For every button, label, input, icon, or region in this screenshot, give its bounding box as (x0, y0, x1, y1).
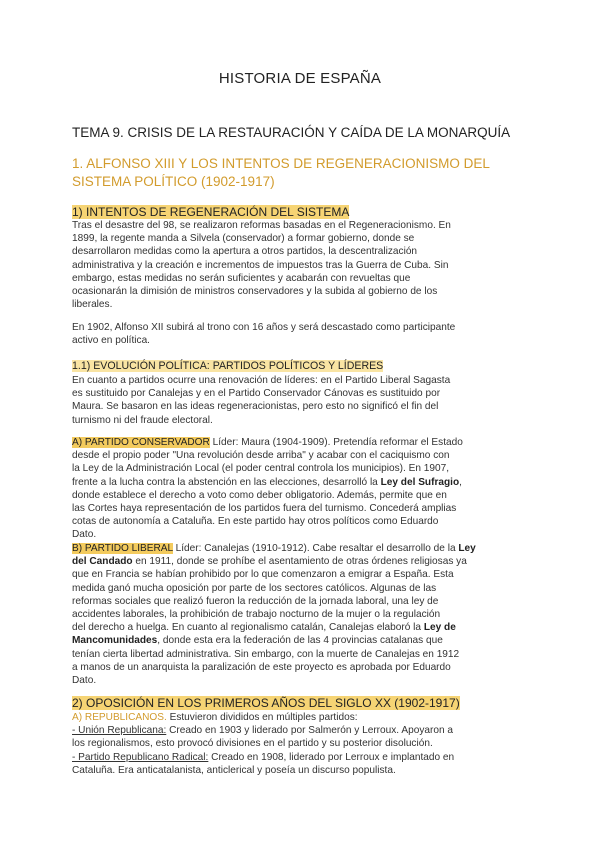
ley-mancomunidades-term: Mancomunidades (72, 635, 158, 647)
paragraph-line: medida ganó mucha oposición por parte de los sectores católicos. Algunas de las (72, 582, 437, 594)
paragraph-text: Líder: Maura (1904-1909). Pretendía reformar el Estado (209, 437, 463, 448)
paragraph-line: 1899, la regente manda a Silvela (conservador) a formar gobierno, donde se (72, 233, 415, 245)
republicanos-label: A) REPUBLICANOS. (72, 712, 167, 723)
paragraph-line: Cataluña. Era anticatalanista, anticlerical y poseía un discurso populista. (72, 764, 396, 776)
paragraph-line: las Cortes haya representación de los partidos fuera del turnismo. Concederá amplias (72, 503, 457, 515)
paragraph-line: activo en política. (72, 335, 150, 347)
paragraph-line: la Ley de la Administración Local (el poder central controla los municipios). En 1907, (72, 463, 450, 475)
section-1-heading (72, 155, 532, 190)
paragraph-line: desde el propio poder "Una revolución desde arriba" y acabar con el caciquismo con (72, 450, 450, 462)
paragraph-line: En 1902, Alfonso XII subirá al trono con 16 años y será descastado como participante (72, 322, 456, 333)
paragraph-line: a manos de un anarquista la paralización de este proyecto es aprobada por Eduardo (72, 661, 451, 673)
ley-candado-term: del Candado (72, 556, 133, 568)
paragraph-text: , donde esta era la federación de las 4 provincias catalanas que (157, 635, 443, 647)
partido-conservador-paragraph (72, 436, 536, 542)
intentos-heading (72, 205, 349, 219)
paragraph-text: Estuvieron divididos en múltiples partidos: (166, 712, 358, 723)
paragraph-line: Maura. Se basaron en las ideas regeneracionistas, pero esto no significó el fin del (72, 401, 439, 413)
paragraph-line: liberales. (72, 299, 113, 311)
paragraph-line: donde establece el derecho a voto como deber obligatorio. Además, permite que en (72, 489, 447, 501)
paragraph-line: que en Francia se habían prohibido por lo que comenzaron a emigrar a España. Esta (72, 569, 454, 581)
paragraph-text: frente a la lucha contra la abstención en las elecciones, desarrolló la (72, 476, 381, 488)
union-republicana-label: - Unión Republicana: (72, 725, 167, 737)
paragraph-text: en 1911, donde se prohíbe el asentamiento de otras órdenes religiosas ya (132, 556, 467, 568)
ley-sufragio-term: Ley del Sufragio (380, 476, 460, 488)
paragraph-line: En cuanto a partidos ocurre una renovación de líderes: en el Partido Liberal Sagasta (72, 375, 451, 386)
paragraph-line: Dato. (72, 529, 97, 541)
paragraph-line: turnismo ni del fraude electoral. (72, 414, 213, 426)
paragraph-line: Dato. (72, 675, 97, 687)
partido-conservador-label: A) PARTIDO CONSERVADOR (72, 437, 210, 448)
paragraph-text: Creado en 1903 y liderado por Salmerón y Lerroux. Apoyaron a (166, 725, 453, 737)
paragraph-line: es sustituido por Canalejas y en el Partido Conservador Cánovas es sustituido por (72, 388, 441, 400)
paragraph-line: desarrollaron medidas como la apertura a otros partidos, la descentralización (72, 246, 418, 258)
paragraph-line: los regionalismos, esto provocó divisiones en el partido y su posterior disolución. (72, 738, 433, 750)
intentos-heading-text: 1) INTENTOS DE REGENERACIÓN DEL SISTEMA (72, 205, 350, 219)
evolucion-heading-text: 1.1) EVOLUCIÓN POLÍTICA: PARTIDOS POLÍTICOS Y LÍDERES (72, 360, 384, 372)
partido-liberal-label: B) PARTIDO LIBERAL (72, 543, 173, 554)
paragraph-text: del derecho a huelga. En cuanto al regionalismo catalán, Canalejas elaboró la (72, 622, 424, 634)
paragraph-line: tenían cierta libertad administrativa. Sin embargo, con la muerte de Canalejas en 1912 (72, 648, 460, 660)
paragraph-text: Creado en 1908, liderado por Lerroux e implantado en (208, 751, 455, 763)
evolucion-heading (72, 360, 383, 372)
tema-heading: TEMA 9. CRISIS DE LA RESTAURACIÓN Y CAÍDA DE LA MONARQUÍA (72, 125, 511, 140)
paragraph-line: accidentes laborales, la prohibición de trabajo nocturno de la mujer o la regulación (72, 609, 441, 621)
ley-candado-term: Ley (458, 543, 476, 554)
paragraph-line: reformas sociales que realizó fueron la reducción de la jornada laboral, una ley de (72, 595, 439, 607)
paragraph-line: Tras el desastre del 98, se realizaron reformas basadas en el Regeneracionismo. En (72, 220, 451, 231)
paragraph-text: , (459, 476, 462, 488)
oposicion-heading-text: 2) OPOSICIÓN EN LOS PRIMEROS AÑOS DEL SIGLO XX (1902-1917) (72, 696, 460, 710)
document-title: HISTORIA DE ESPAÑA (218, 70, 382, 87)
republicanos-paragraph (72, 711, 536, 777)
partido-liberal-paragraph (72, 542, 536, 687)
partido-radical-label: - Partido Republicano Radical: (72, 751, 209, 763)
oposicion-heading (72, 696, 460, 710)
ley-mancomunidades-term: Ley de (423, 622, 456, 634)
paragraph-line: embargo, estas medidas no serán suficientes y acabarán con revueltas que (72, 272, 411, 284)
paragraph-1902 (72, 321, 536, 347)
intro-paragraph (72, 219, 536, 311)
paragraph-text: Líder: Canalejas (1910-1912). Cabe resaltar el desarrollo de la (172, 543, 459, 554)
section-1-line-1: 1. ALFONSO XIII Y LOS INTENTOS DE REGENERACIONISMO DEL (72, 156, 490, 171)
paragraph-line: administrativa y la creación e incrementos de impuestos tras la Guerra de Cuba. Sin (72, 259, 449, 271)
section-1-line-2: SISTEMA POLÍTICO (1902-1917) (72, 173, 275, 189)
paragraph-line: cotas de autonomía a Cataluña. En este partido hay otros políticos como Eduardo (72, 516, 439, 528)
evolucion-paragraph (72, 374, 536, 427)
paragraph-line: ocasionarán la dimisión de ministros conservadores y la subida al gobierno de los (72, 286, 438, 298)
